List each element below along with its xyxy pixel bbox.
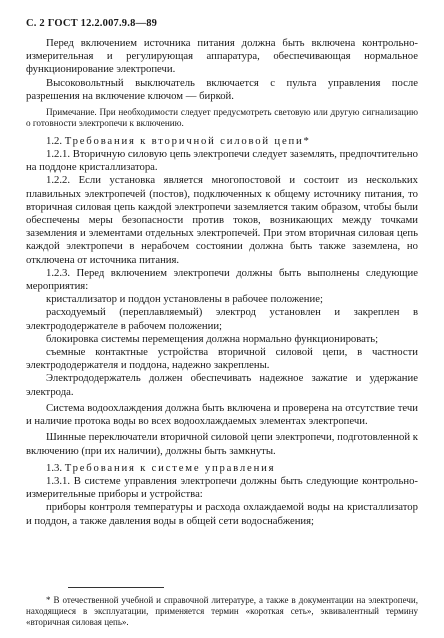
- list-item-electrode: расходуемый (переплавляемый) электрод установлен и закреплен в электрододержателе в рабочем положении;: [26, 306, 418, 332]
- paragraph-1-2-1: 1.2.1. Вторичную силовую цепь электропечи следует заземлять, предпочтительно на поддоне кристаллизатора.: [26, 148, 418, 174]
- running-head: С. 2 ГОСТ 12.2.007.9.8—89: [26, 18, 158, 29]
- note-label: Примечание.: [46, 107, 97, 118]
- paragraph-bus-switches: Шинные переключатели вторичной силовой цепи электропечи, подготовленной к включению (при их наличии), должны быть замкнуты.: [26, 431, 418, 457]
- intro-paragraph-2: Высоковольтный выключатель включается с пульта управления после разрешения на включение ключом — биркой.: [26, 76, 418, 102]
- section-title-1-3: Требования к системе управления: [64, 461, 276, 474]
- footnote-divider: [68, 587, 164, 588]
- section-heading-1-3: [26, 462, 418, 475]
- intro-paragraph-1: Перед включением источника питания должна быть включена контрольно-измерительная и регулирующая аппаратура, обеспечивающая нормальное функционирование электропечи.: [26, 37, 418, 76]
- paragraph-1-2-3: 1.2.3. Перед включением электропечи должны быть выполнены следующие мероприятия:: [26, 266, 418, 293]
- paragraph-electrode-holder: Электрододержатель должен обеспечивать надежное зажатие и удержание электрода.: [26, 372, 418, 398]
- note-text: При необходимости следует предусмотреть световую или другую сигнализацию о готовности электропечи к включению.: [26, 107, 419, 129]
- section-number-1-2: 1.2.: [46, 134, 63, 147]
- note: [26, 107, 418, 130]
- section-number-1-3: 1.3.: [46, 461, 63, 474]
- list-item-instruments: приборы контроля температуры и расхода охлаждаемой воды на кристаллизатор и поддон, а также давления воды в общей сети водоснабжения;: [26, 501, 418, 527]
- paragraph-water-cooling: Система водоохлаждения должна быть включена и проверена на отсутствие течи и наличие протока воды во всех водоохлаждаемых элементах электропечи.: [26, 401, 418, 428]
- paragraph-1-3-1: 1.3.1. В системе управления электропечи должны быть следующие контрольно-измерительные приборы и устройства:: [26, 474, 418, 501]
- footnote: * В отечественной учебной и справочной литературе, а также в документации на электропечи, находящиеся в эксплуатации, применяется термин «короткая сеть», эквивалентный термину «вторичная силовая цепь».: [26, 595, 418, 627]
- section-title-1-2: Требования к вторичной силовой цепи*: [64, 134, 311, 147]
- list-item-interlock: блокировка системы перемещения должна нормально функционировать;: [46, 332, 379, 345]
- section-heading-1-2: [26, 135, 418, 148]
- paragraph-1-2-2: 1.2.2. Если установка является многопостовой и состоит из нескольких плавильных электропечей (постов), подключенных к общему источнику питания, то вторичная силовая цепь каждой электропечи заземляется таким образом, чтобы были обеспечены меры безопасности против токов, возникающих между точками заземления и элементами отдельных электропечей. При этом вторичная силовая цепь каждой электропечи в нерабочем состоянии должна быть также заземлена, но отключена от источника питания.: [26, 174, 418, 266]
- list-item-contacts: съемные контактные устройства вторичной силовой цепи, в частности электрододержателя и поддона, надежно закреплены.: [26, 346, 418, 372]
- list-item-crystallizer: кристаллизатор и поддон установлены в рабочее положение;: [46, 293, 323, 306]
